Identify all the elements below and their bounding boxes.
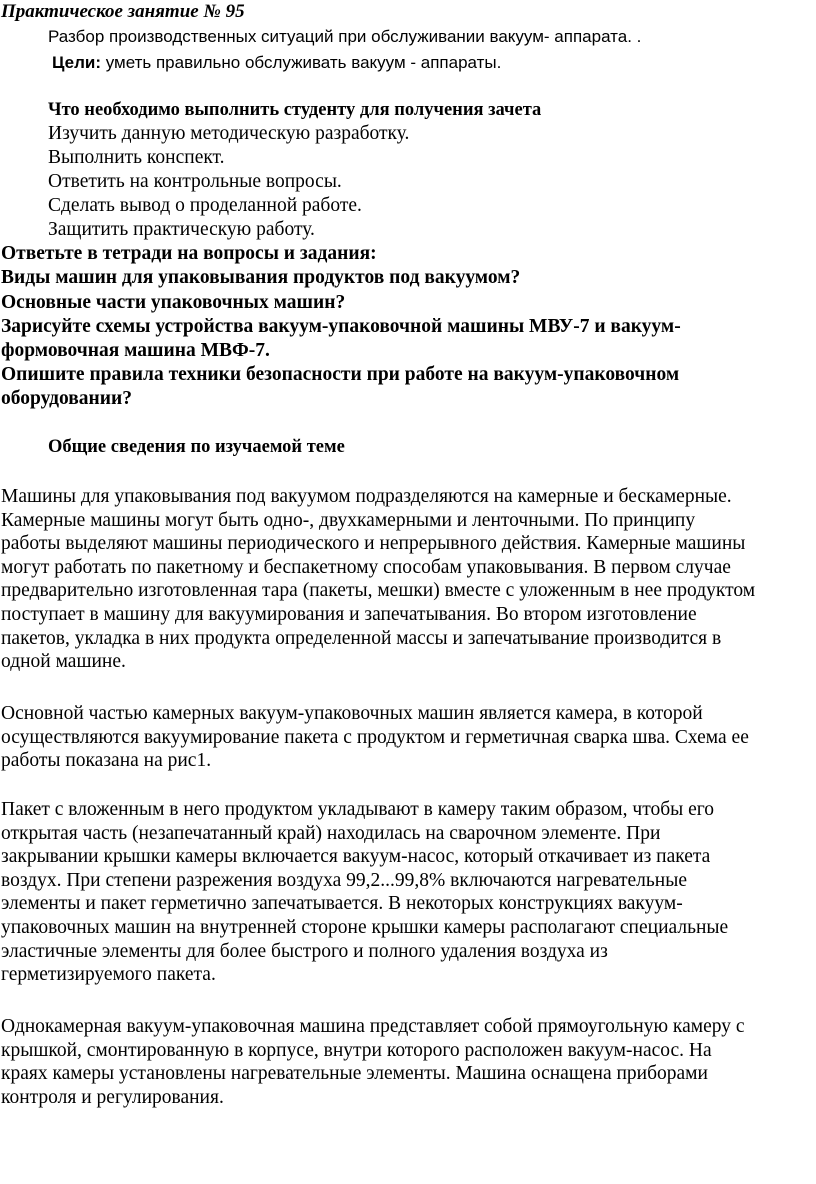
paragraph-line: одной машине. <box>1 651 126 673</box>
paragraph-line: крышкой, смонтированную в корпусе, внутри которого расположен вакуум-насос. На <box>1 1039 712 1061</box>
question-line: Основные части упаковочных машин? <box>1 292 346 313</box>
paragraph-line: осуществляются вакуумирование пакета с продуктом и герметичная сварка шва. Схема ее <box>1 726 749 748</box>
paragraph-line: Основной частью камерных вакуум-упаковочных машин является камера, в которой <box>1 703 703 724</box>
paragraph-line: Однокамерная вакуум-упаковочная машина представляет собой прямоугольную камеру с <box>1 1016 745 1037</box>
requirement-item: Сделать вывод о проделанной работе. <box>48 195 362 216</box>
paragraph-line: Машины для упаковывания под вакуумом подразделяются на камерные и бескамерные. <box>1 486 732 507</box>
topic-line: Разбор производственных ситуаций при обслуживании вакуум- аппарата. . <box>48 27 642 46</box>
paragraph-line: закрывании крышки камеры включается вакуум-насос, который откачивает из пакета <box>1 846 711 868</box>
section-heading: Общие сведения по изучаемой теме <box>48 437 345 457</box>
body-paragraph <box>1 702 813 773</box>
body-paragraph <box>1 798 813 987</box>
question-line: Зарисуйте схемы устройства вакуум-упаковочной машины МВУ-7 и вакуум- <box>1 316 681 337</box>
body-paragraph <box>1 1015 813 1109</box>
paragraph-line: Пакет с вложенным в него продуктом укладывают в камеру таким образом, чтобы его <box>1 799 715 820</box>
question-line: формовочная машина МВФ-7. <box>1 340 270 361</box>
paragraph-line: воздух. При степени разрежения воздуха 99,2...99,8% включаются нагревательные <box>1 869 687 891</box>
paragraph-line: работы выделяют машины периодического и непрерывного действия. Камерные машины <box>1 533 746 555</box>
requirement-item: Изучить данную методическую разработку. <box>48 123 410 144</box>
paragraph-line: эластичные элементы для более быстрого и полного удаления воздуха из <box>1 940 608 962</box>
body-paragraph <box>1 485 813 674</box>
paragraph-line: герметизируемого пакета. <box>1 964 216 986</box>
paragraph-line: Камерные машины могут быть одно-, двухкамерными и ленточными. По принципу <box>1 509 696 531</box>
page-title: Практическое занятие № 95 <box>1 1 245 22</box>
goal-line <box>52 51 501 75</box>
paragraph-line: открытая часть (незапечатанный край) находилась на сварочном элементе. При <box>1 822 661 844</box>
paragraph-line: упаковочных машин на внутренней стороне крышки камеры располагают специальные <box>1 916 729 938</box>
question-line: оборудовании? <box>1 388 132 409</box>
requirements-heading: Что необходимо выполнить студенту для получения зачета <box>48 100 542 120</box>
goal-label: Цели: <box>52 53 101 72</box>
goal-text: уметь правильно обслуживать вакуум - аппараты. <box>101 53 502 72</box>
requirement-item: Защитить практическую работу. <box>48 219 315 240</box>
requirement-item: Ответить на контрольные вопросы. <box>48 171 342 192</box>
paragraph-line: пакетов, укладка в них продукта определенной массы и запечатывание производится в <box>1 627 722 649</box>
question-line: Виды машин для упаковывания продуктов под вакуумом? <box>1 267 521 288</box>
paragraph-line: работы показана на рис1. <box>1 750 212 772</box>
paragraph-line: краях камеры установлены нагревательные элементы. Машина оснащена приборами <box>1 1063 708 1085</box>
paragraph-line: элементы и пакет герметично запечатывается. В некоторых конструкциях вакуум- <box>1 893 683 915</box>
paragraph-line: контроля и регулирования. <box>1 1086 224 1108</box>
requirement-item: Выполнить конспект. <box>48 147 225 168</box>
paragraph-line: поступает в машину для вакуумирования и запечатывания. Во втором изготовление <box>1 603 697 625</box>
paragraph-line: могут работать по пакетному и беспакетному способам упаковывания. В первом случае <box>1 556 731 578</box>
paragraph-line: предварительно изготовленная тара (пакеты, мешки) вместе с уложенным в нее продуктом <box>1 580 756 602</box>
questions-heading: Ответьте в тетради на вопросы и задания: <box>1 243 377 264</box>
question-line: Опишите правила техники безопасности при работе на вакуум-упаковочном <box>1 364 680 385</box>
